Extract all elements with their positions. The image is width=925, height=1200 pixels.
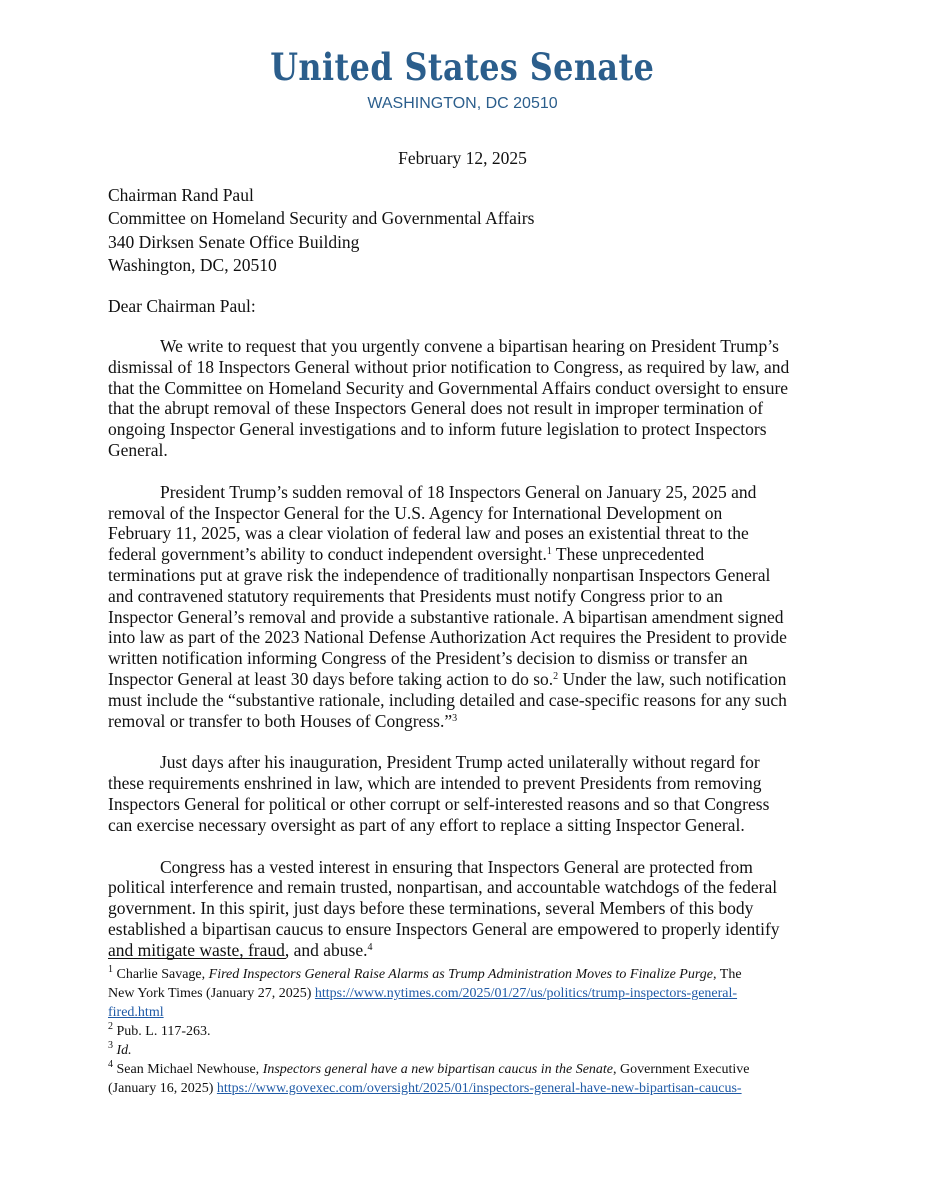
text-line: Just days after his inauguration, President Trump acted unilaterally without regard for (160, 752, 760, 773)
letter-date: February 12, 2025 (398, 148, 527, 168)
text-line: Congress has a vested interest in ensuring that Inspectors General are protected from (160, 856, 753, 877)
footnote-4-link[interactable]: https://www.govexec.com/oversight/2025/01/inspectors-general-have-new-bipartisan-caucus- (216, 1081, 742, 1096)
footnote-1-link[interactable]: https://www.nytimes.com/2025/01/27/us/politics/trump-inspectors-general- (314, 986, 738, 1001)
text-line: ongoing Inspector General investigations and to inform future legislation to protect Inspectors (108, 419, 767, 440)
text-line: removal or transfer to both Houses of Congress.”$^3$ (108, 710, 458, 731)
text-line: February 11, 2025, was a clear violation of federal law and poses an existential threat to the (108, 523, 749, 544)
text-line: established a bipartisan caucus to ensure Inspectors General are empowered to properly identify (108, 918, 780, 939)
recipient-committee: Committee on Homeland Security and Governmental Affairs (108, 208, 535, 229)
text-line: into law as part of the 2023 National Defense Authorization Act requires the President to provide (108, 627, 787, 648)
footnote-divider (108, 958, 286, 959)
paragraph-4 (108, 857, 820, 961)
footnote-1: $^1$ Charlie Savage, Fired Inspectors General Raise Alarms as Trump Administration Moves to Finalize Purge, The New York Times (January 27, 2025) https://www.nytimes.com/2025/01/27/us/politics/trump-inspectors-general- fired.html (108, 964, 742, 1020)
footnote-1-link-cont[interactable]: fired.html (108, 1005, 164, 1020)
text-line: political interference and remain trusted, nonpartisan, and accountable watchdogs of the federal (108, 877, 778, 898)
text-line: Inspectors General for political or other corrupt or self-interested reasons and so that Congress (108, 793, 770, 814)
text-line: and mitigate waste, fraud, and abuse.$^4$ (108, 939, 373, 960)
text-line: President Trump’s sudden removal of 18 Inspectors General on January 25, 2025 and (160, 481, 757, 502)
footnote-ref-4: 4 (367, 941, 373, 953)
text-line: terminations put at grave risk the independence of traditionally nonpartisan Inspectors General (108, 564, 771, 585)
text-line: removal of the Inspector General for the U.S. Agency for International Development on (108, 502, 723, 523)
text-line: Inspector General’s removal and provide a substantive rationale. A bipartisan amendment signed (108, 606, 784, 627)
text-line: that the Committee on Homeland Security and Governmental Affairs conduct oversight to ensure (108, 377, 789, 398)
text-line: government. In this spirit, just days before these terminations, several Members of this body (108, 898, 754, 919)
text-line: can exercise necessary oversight as part of any effort to replace a sitting Inspector General. (108, 814, 745, 835)
footnote-4-title: Inspectors general have a new bipartisan caucus in the Senate (262, 1062, 614, 1077)
text-line: these requirements enshrined in law, which are intended to prevent Presidents from removing (108, 773, 762, 794)
footnote-1-title: Fired Inspectors General Raise Alarms as Trump Administration Moves to Finalize Purge (208, 967, 714, 982)
footnote-ref-1: 1 (546, 546, 552, 558)
text-line: dismissal of 18 Inspectors General without prior notification to Congress, as required by law, and (108, 356, 790, 377)
text-line: Inspector General at least 30 days before taking action to do so.$^2$ Under the law, such notification (108, 668, 787, 689)
text-line: We write to request that you urgently convene a bipartisan hearing on President Trump’s (160, 336, 779, 356)
letterhead (0, 44, 925, 114)
letterhead-title: United States Senate (270, 45, 655, 89)
letterhead-address: WASHINGTON, DC 20510 (367, 95, 558, 112)
paragraph-1 (108, 336, 820, 461)
footnotes (108, 965, 820, 1098)
salutation: Dear Chairman Paul: (108, 296, 256, 316)
text-line: that the abrupt removal of these Inspectors General does not result in improper termination of (108, 398, 764, 419)
text-line: federal government’s ability to conduct independent oversight.$^1$ These unprecedented (108, 544, 705, 565)
footnote-2: $^2$ Pub. L. 117-263. (108, 1021, 211, 1039)
text-line: and contravened statutory requirements that Presidents must notify Congress prior to an (108, 585, 723, 606)
recipient-office: 340 Dirksen Senate Office Building (108, 231, 360, 252)
text-line: must include the “substantive rationale, including detailed and case-specific reasons for any such (108, 689, 787, 710)
recipient-name: Chairman Rand Paul (108, 185, 254, 205)
recipient-block (108, 184, 534, 277)
recipient-city: Washington, DC, 20510 (108, 254, 277, 275)
footnote-4: $^4$ Sean Michael Newhouse, Inspectors general have a new bipartisan caucus in the Senate, Government Executive (January 16, 2025) https://www.govexec.com/oversight/2025/01/inspectors-general-have-new-bipartisan-caucus- (108, 1059, 750, 1096)
footnote-ref-2: 2 (553, 670, 559, 682)
footnote-3: $^3$ Id. (108, 1040, 132, 1058)
paragraph-3 (108, 752, 820, 835)
footnote-ref-3: 3 (452, 712, 458, 724)
letter-body (108, 336, 820, 982)
text-line: written notification informing Congress of the President’s decision to dismiss or transfer an (108, 648, 748, 669)
text-line: General. (108, 439, 168, 460)
paragraph-2 (108, 482, 820, 732)
